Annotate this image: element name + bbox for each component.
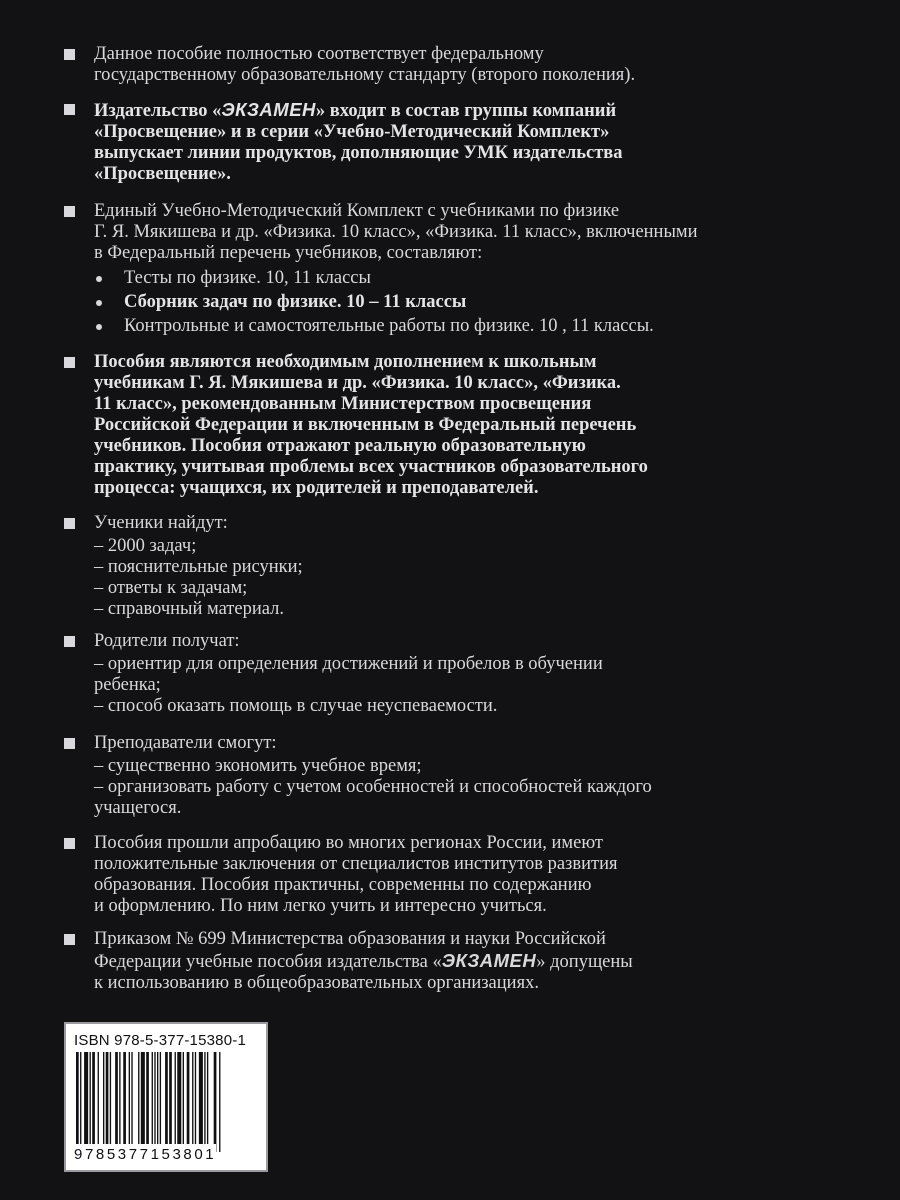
barcode-bar [123, 1052, 126, 1152]
text-line: Приказом № 699 Министерства образования и науки Российской [94, 929, 606, 949]
barcode-bar [141, 1052, 145, 1152]
text-fragment: » допущены [536, 952, 633, 972]
barcode-bar [195, 1052, 196, 1152]
text-line: положительные заключения от специалистов институтов развития [94, 854, 618, 874]
list-item: ребенка; [94, 675, 161, 695]
list-item: Контрольные и самостоятельные работы по физике. 10 , 11 классы. [94, 316, 760, 337]
parents-list [94, 654, 760, 717]
barcode-bar [103, 1052, 104, 1152]
list-item: – пояснительные рисунки; [94, 557, 303, 577]
square-bullet-icon [64, 206, 75, 217]
barcode-bar [98, 1052, 99, 1152]
paragraph-students [70, 513, 760, 620]
barcode-bar [152, 1052, 153, 1152]
text-line: «Просвещение». [94, 164, 231, 184]
text-line: Пособия являются необходимым дополнением к школьным [94, 352, 597, 372]
barcode-bar [157, 1052, 158, 1152]
list-item: учащегося. [94, 798, 182, 818]
text-line: учебников. Пособия отражают реальную образовательную [94, 436, 586, 456]
text-line: Российской Федерации и включенным в Федеральный перечень [94, 415, 637, 435]
square-bullet-icon [64, 838, 75, 849]
paragraph-teachers [70, 733, 760, 819]
paragraph-supplement [70, 352, 760, 499]
barcode-bar [115, 1052, 118, 1152]
list-item: Сборник задач по физике. 10 – 11 классы [94, 292, 760, 313]
text-line: «Просвещение» и в серии «Учебно-Методический Комплект» [94, 122, 610, 142]
barcode-bar [76, 1052, 79, 1152]
barcode-bar [165, 1052, 168, 1152]
barcode-bar [138, 1052, 139, 1152]
barcode-bar [90, 1052, 91, 1152]
text-line: Данное пособие полностью соответствует федеральному [94, 44, 544, 64]
list-item: Тесты по физике. 10, 11 классы [94, 268, 760, 289]
list-item: – ответы к задачам; [94, 578, 248, 598]
paragraph-heading: Родители получат: [94, 631, 240, 651]
umk-list [94, 268, 760, 337]
barcode-icon [76, 1052, 256, 1152]
text-line: к использованию в общеобразовательных организациях. [94, 973, 539, 993]
text-line: учебникам Г. Я. Мякишева и др. «Физика. 10 класс», «Физика. [94, 373, 621, 393]
barcode-bar [129, 1052, 130, 1152]
text-line: государственному образовательному стандарту (второго поколения). [94, 65, 636, 85]
paragraph-order [70, 929, 760, 994]
barcode-bar [175, 1052, 176, 1152]
text-fragment: Федерации учебные пособия издательства « [94, 952, 442, 972]
barcode-bar [214, 1052, 217, 1152]
square-bullet-icon [64, 357, 75, 368]
barcode-bar [131, 1052, 132, 1152]
paragraph-fgos [70, 44, 760, 86]
brand-name: ЭКЗАМЕН [221, 99, 316, 120]
square-bullet-icon [64, 49, 75, 60]
text-line: Единый Учебно-Методический Комплект с учебниками по физике [94, 201, 620, 221]
bullet-dot-icon [96, 324, 102, 330]
barcode-bar [92, 1052, 95, 1152]
isbn-digits: 9785377153801 [74, 1146, 217, 1163]
square-bullet-icon [64, 934, 75, 945]
text-fragment: Издательство « [94, 101, 222, 121]
students-list [94, 536, 760, 620]
barcode-bar [80, 1052, 81, 1152]
square-bullet-icon [64, 518, 75, 529]
paragraph-heading: Ученики найдут: [94, 513, 228, 533]
barcode-bar [192, 1052, 193, 1152]
teachers-list [94, 756, 760, 819]
text-line: Г. Я. Мякишева и др. «Физика. 10 класс», «Физика. 11 класс», включенными [94, 222, 698, 242]
text-line: 11 класс», рекомендованным Министерством просвещения [94, 394, 592, 414]
barcode-bar [84, 1052, 88, 1152]
paragraph-parents [70, 631, 760, 717]
square-bullet-icon [64, 738, 75, 749]
list-item: – существенно экономить учебное время; [94, 756, 422, 776]
barcode-bar [199, 1052, 203, 1152]
paragraph-heading: Преподаватели смогут: [94, 733, 277, 753]
list-item: – ориентир для определения достижений и пробелов в обучении [94, 654, 603, 674]
paragraph-umk [70, 201, 760, 340]
bullet-dot-icon [96, 300, 102, 306]
barcode-bar [187, 1052, 190, 1152]
barcode-bar [183, 1052, 184, 1152]
barcode-bar [146, 1052, 149, 1152]
barcode-bar [177, 1052, 181, 1152]
text-line: образования. Пособия практичны, современны по содержанию [94, 875, 592, 895]
barcode-bar [106, 1052, 109, 1152]
barcode-bar [207, 1052, 208, 1152]
text-line: практику, учитывая проблемы всех участников образовательного [94, 457, 648, 477]
square-bullet-icon [64, 104, 75, 115]
square-bullet-icon [64, 636, 75, 647]
list-item: – организовать работу с учетом особенностей и способностей каждого [94, 777, 652, 797]
list-item: – 2000 задач; [94, 536, 197, 556]
brand-name: ЭКЗАМЕН [441, 950, 537, 971]
list-item: – способ оказать помощь в случае неуспеваемости. [94, 696, 498, 716]
text-line: в Федеральный перечень учебников, составляют: [94, 243, 483, 263]
barcode-bar [219, 1052, 220, 1152]
barcode-bar [154, 1052, 155, 1152]
text-line: Пособия прошли апробацию во многих регионах России, имеют [94, 833, 604, 853]
bullet-dot-icon [96, 276, 102, 282]
isbn-barcode-box [64, 1022, 268, 1172]
barcode-bar [160, 1052, 161, 1152]
text-fragment: » входит в состав группы компаний [315, 101, 617, 121]
text-line: и оформлению. По ним легко учить и интересно учиться. [94, 896, 547, 916]
paragraph-approbation [70, 833, 760, 917]
text-line: процесса: учащихся, их родителей и преподавателей. [94, 478, 539, 498]
paragraph-publisher [70, 99, 760, 185]
barcode-bar [204, 1052, 205, 1152]
barcode-bar [169, 1052, 172, 1152]
barcode-bar [119, 1052, 120, 1152]
text-line: выпускает линии продуктов, дополняющие УМК издательства [94, 143, 623, 163]
isbn-label: ISBN 978-5-377-15380-1 [74, 1032, 247, 1049]
barcode-bar [110, 1052, 111, 1152]
list-item: – справочный материал. [94, 599, 284, 619]
